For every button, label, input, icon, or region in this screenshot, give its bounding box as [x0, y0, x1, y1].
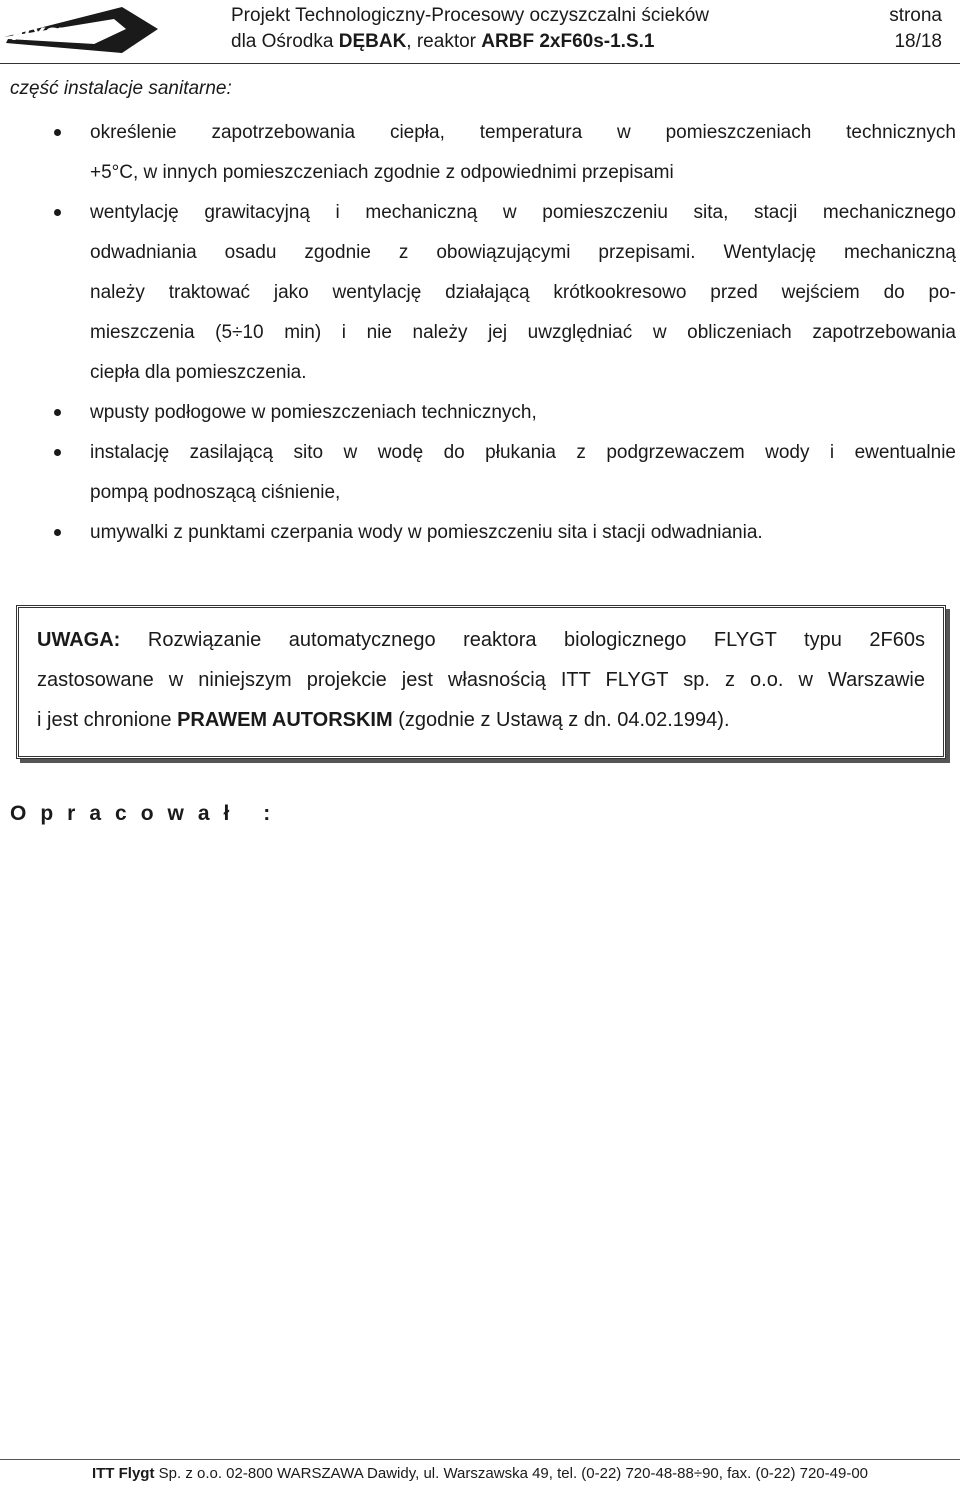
- notice-line-2: zastosowane w niniejszym projekcie jest własnością ITT FLYGT sp. z o.o. w Warszawie: [37, 669, 925, 691]
- page-number: 18/18: [894, 31, 942, 52]
- document-title: [231, 3, 791, 55]
- header-divider: [0, 63, 960, 64]
- page-header: [0, 0, 960, 62]
- list-item-line: instalację zasilającą sito w wodę do płukania z podgrzewaczem wody i ewentualnie: [90, 442, 956, 463]
- list-item-line: wentylację grawitacyjną i mechaniczną w pomieszczeniu sita, stacji mechanicznego: [90, 202, 956, 223]
- list-item-line: odwadniania osadu zgodnie z obowiązującymi przepisami. Wentylację mechaniczną: [90, 242, 956, 263]
- svg-text:FLYGT: FLYGT: [12, 25, 70, 45]
- list-item-line: ciepła dla pomieszczenia.: [90, 362, 307, 383]
- list-item: [90, 193, 956, 393]
- document-title-line2: dla Ośrodka DĘBAK, reaktor ARBF 2xF60s-1.S.1: [231, 31, 655, 52]
- copyright-notice-text: [37, 620, 925, 740]
- list-item-line: wpusty podłogowe w pomieszczeniach technicznych,: [90, 402, 537, 423]
- flygt-logo: [2, 3, 162, 55]
- notice-line-3: i jest chronione PRAWEM AUTORSKIM (zgodnie z Ustawą z dn. 04.02.1994).: [37, 709, 730, 731]
- page-indicator: [889, 3, 942, 55]
- author-label: Opracował :: [10, 802, 285, 825]
- list-item-line: określenie zapotrzebowania ciepła, temperatura w pomieszczeniach technicznych: [90, 122, 956, 143]
- footer-company: ITT Flygt: [91, 1465, 155, 1482]
- document-title-line1: Projekt Technologiczny-Procesowy oczyszczalni ścieków: [231, 5, 710, 26]
- list-item-line: pompą podnoszącą ciśnienie,: [90, 482, 341, 503]
- bullet-icon: [54, 449, 61, 456]
- list-item-line: +5°C, w innych pomieszczeniach zgodnie z odpowiednimi przepisami: [90, 162, 674, 183]
- bullet-icon: [54, 409, 61, 416]
- footer-details: Sp. z o.o. 02-800 WARSZAWA Dawidy, ul. Warszawska 49, tel. (0-22) 720-48-88÷90, fax. (0-22) 720-49-00: [154, 1465, 869, 1482]
- list-item: [90, 513, 956, 553]
- bullet-icon: [54, 129, 61, 136]
- list-item-line: należy traktować jako wentylację działającą krótkookresowo przed wejściem do po-: [90, 282, 956, 303]
- list-item-line: mieszczenia (5÷10 min) i nie należy jej uwzględniać w obliczeniach zapotrzebowania: [90, 322, 956, 343]
- page-footer: [0, 1465, 960, 1482]
- bullet-icon: [54, 529, 61, 536]
- list-item: [90, 393, 956, 433]
- list-item: [90, 113, 956, 193]
- list-item-line: umywalki z punktami czerpania wody w pomieszczeniu sita i stacji odwadniania.: [90, 522, 763, 543]
- bullet-icon: [54, 209, 61, 216]
- requirements-list: [90, 113, 956, 553]
- notice-line-1: UWAGA: Rozwiązanie automatycznego reaktora biologicznego FLYGT typu 2F60s: [37, 629, 925, 651]
- list-item: [90, 433, 956, 513]
- page-label: strona: [889, 5, 942, 26]
- notice-label: UWAGA:: [37, 629, 121, 651]
- section-title: część instalacje sanitarne:: [10, 78, 232, 99]
- copyright-notice-box: [16, 605, 946, 759]
- footer-divider: [0, 1459, 960, 1460]
